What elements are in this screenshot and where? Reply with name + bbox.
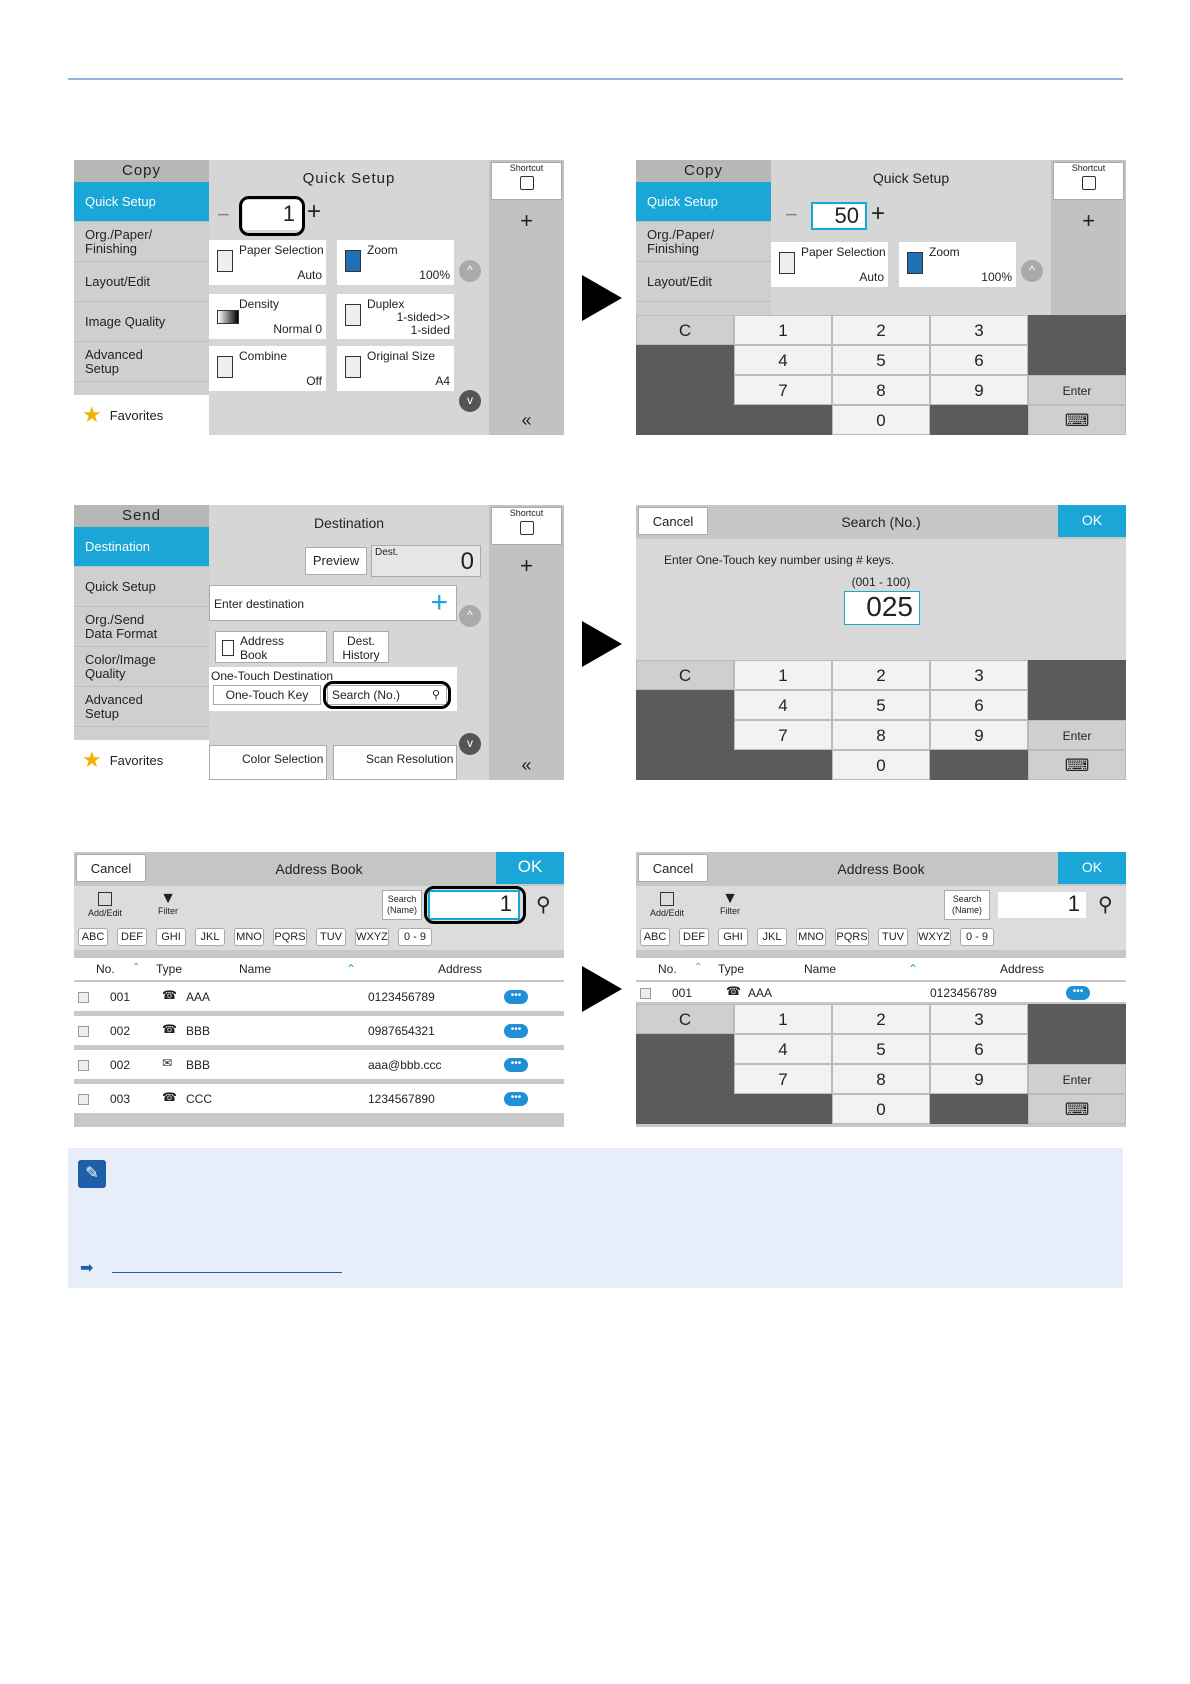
more-icon[interactable]: ••• xyxy=(504,990,528,1004)
numeric-keypad xyxy=(636,315,1126,435)
right-bar xyxy=(1051,160,1126,315)
header-bar xyxy=(636,505,1126,539)
main-area xyxy=(209,160,489,435)
note-icon: ✎ xyxy=(78,1160,106,1188)
search-no-label: Search (No.) xyxy=(332,688,401,702)
row-name: AAA xyxy=(748,986,773,1000)
more-icon[interactable]: ••• xyxy=(1066,986,1090,1000)
tile-zoom[interactable] xyxy=(337,240,454,285)
tile-zoom[interactable] xyxy=(899,242,1016,287)
menu-title: Send xyxy=(74,505,209,527)
key-0[interactable]: 0 xyxy=(832,405,930,435)
shortcut-button[interactable] xyxy=(491,507,562,545)
plus-icon[interactable]: + xyxy=(307,198,322,225)
key-5[interactable]: 5 xyxy=(832,345,930,375)
panel-copy-keypad xyxy=(636,160,1126,435)
menu-item-org-paper[interactable]: Org./Paper/ Finishing xyxy=(636,222,771,262)
tile-paper-selection[interactable] xyxy=(209,240,326,285)
row-address: 1234567890 xyxy=(368,1092,435,1106)
index-tab[interactable]: WXYZ xyxy=(917,928,951,946)
main-title: Quick Setup xyxy=(872,170,950,186)
menu-item-quick-setup[interactable]: Quick Setup xyxy=(74,182,209,222)
favorites-label: Favorites xyxy=(109,752,164,768)
keypad-filler xyxy=(636,690,734,780)
search-name-label: Search (Name) xyxy=(944,890,990,920)
paper-icon xyxy=(779,252,795,274)
tile-value: A4 xyxy=(435,374,450,388)
key-7[interactable]: 7 xyxy=(734,720,832,750)
highlight-oval xyxy=(239,196,305,236)
search-icon: ⚲ xyxy=(431,689,440,701)
col-no[interactable]: No. xyxy=(658,962,677,976)
index-tab[interactable]: MNO xyxy=(234,928,264,946)
header-bar xyxy=(636,852,1126,886)
shortcut-icon xyxy=(1082,176,1096,190)
favorites-button[interactable] xyxy=(74,740,209,780)
menu-title: Copy xyxy=(636,160,771,182)
table-header xyxy=(636,958,1126,980)
copies-input[interactable]: 1 xyxy=(243,200,303,230)
highlight-oval xyxy=(323,681,451,709)
row-checkbox[interactable] xyxy=(78,1094,89,1105)
key-7[interactable]: 7 xyxy=(734,1064,832,1094)
cancel-button[interactable]: Cancel xyxy=(76,854,146,882)
row-no: 002 xyxy=(110,1058,131,1072)
keypad-filler xyxy=(1028,1004,1126,1064)
shortcut-label: Shortcut xyxy=(509,163,544,173)
dialog-title: Address Book xyxy=(837,861,925,877)
key-2[interactable]: 2 xyxy=(832,315,930,345)
tile-original-size[interactable] xyxy=(337,346,454,391)
filter-label: Filter xyxy=(158,906,178,916)
filter-button[interactable] xyxy=(158,892,178,916)
step-arrow-icon xyxy=(582,275,622,321)
shortcut-icon xyxy=(520,521,534,535)
enter-destination-button[interactable] xyxy=(209,585,457,621)
index-tab[interactable]: JKL xyxy=(195,928,225,946)
key-7[interactable]: 7 xyxy=(734,375,832,405)
fax-icon: ☎ xyxy=(162,1090,177,1104)
search-icon[interactable]: ⚲ xyxy=(536,894,551,916)
table-row[interactable] xyxy=(74,982,564,1013)
row-name: BBB xyxy=(186,1024,211,1038)
favorites-button[interactable] xyxy=(74,395,209,435)
keypad-filler xyxy=(930,750,1028,780)
tile-duplex[interactable] xyxy=(337,294,454,339)
key-0[interactable]: 0 xyxy=(832,1094,930,1124)
search-name-input[interactable]: 1 xyxy=(996,890,1088,920)
key-0[interactable]: 0 xyxy=(832,750,930,780)
add-shortcut-icon[interactable]: + xyxy=(1082,208,1095,233)
reference-link[interactable] xyxy=(112,1272,342,1273)
add-shortcut-icon[interactable]: + xyxy=(520,208,533,233)
dialog-title: Address Book xyxy=(275,861,363,877)
plus-icon[interactable]: + xyxy=(871,200,886,227)
keyboard-icon[interactable]: ⌨ xyxy=(1028,750,1126,780)
index-tab[interactable]: WXYZ xyxy=(355,928,389,946)
menu-item-color-image[interactable]: Color/Image Quality xyxy=(74,647,209,687)
row-no: 002 xyxy=(110,1024,131,1038)
index-tab[interactable]: MNO xyxy=(796,928,826,946)
key-6[interactable]: 6 xyxy=(930,690,1028,720)
ok-button[interactable]: OK xyxy=(1058,852,1126,884)
panel-address-book xyxy=(74,852,564,1127)
enter-key[interactable]: Enter xyxy=(1028,720,1126,750)
key-1[interactable]: 1 xyxy=(734,660,832,690)
keypad-filler xyxy=(930,405,1028,435)
dest-label: Dest. xyxy=(375,547,399,558)
row-checkbox[interactable] xyxy=(78,992,89,1003)
row-no: 001 xyxy=(672,986,693,1000)
row-address: 0123456789 xyxy=(930,986,997,1000)
color-selection-label: Color Selection xyxy=(242,752,324,766)
add-edit-label: Add/Edit xyxy=(88,908,123,918)
menu-item-image-quality[interactable]: Image Quality xyxy=(74,302,209,342)
key-4[interactable]: 4 xyxy=(734,1034,832,1064)
keypad-filler xyxy=(1028,660,1126,720)
index-tab[interactable]: GHI xyxy=(718,928,748,946)
tile-label: Paper Selection xyxy=(239,243,324,257)
key-9[interactable]: 9 xyxy=(930,375,1028,405)
row-name: BBB xyxy=(186,1058,211,1072)
reference-arrow-icon: ➡ xyxy=(80,1260,94,1277)
edit-icon xyxy=(98,892,112,906)
menu-item-org-paper[interactable]: Org./Paper/ Finishing xyxy=(74,222,209,262)
tile-value: Normal 0 xyxy=(273,322,322,336)
keypad-filler xyxy=(636,1034,734,1124)
note-box xyxy=(68,1148,1123,1288)
keypad-filler xyxy=(734,750,832,780)
keyboard-icon[interactable]: ⌨ xyxy=(1028,405,1126,435)
col-no[interactable]: No. xyxy=(96,962,115,976)
tile-combine[interactable] xyxy=(209,346,326,391)
search-body xyxy=(636,539,1126,661)
panel-search-no xyxy=(636,505,1126,780)
scroll-up-icon[interactable]: ^ xyxy=(1021,260,1043,282)
keypad-filler xyxy=(1028,315,1126,375)
index-tab[interactable]: 0 - 9 xyxy=(960,928,994,946)
sort-icon: ⌃ xyxy=(132,962,141,973)
index-tab[interactable]: GHI xyxy=(156,928,186,946)
menu-item-layout-edit[interactable]: Layout/Edit xyxy=(74,262,209,302)
shortcut-button[interactable] xyxy=(1053,162,1124,200)
keyboard-icon[interactable]: ⌨ xyxy=(1028,1094,1126,1124)
numeric-keypad xyxy=(636,660,1126,780)
key-2[interactable]: 2 xyxy=(832,660,930,690)
email-icon: ✉ xyxy=(162,1056,173,1070)
dest-history-button[interactable]: Dest. History xyxy=(333,631,389,663)
row-address: 0987654321 xyxy=(368,1024,435,1038)
left-menu xyxy=(74,505,209,780)
fax-icon: ☎ xyxy=(162,988,177,1002)
more-icon[interactable]: ••• xyxy=(504,1058,528,1072)
address-book-button[interactable] xyxy=(215,631,327,663)
row-address: aaa@bbb.ccc xyxy=(368,1058,442,1072)
clear-key[interactable]: C xyxy=(636,660,734,690)
filter-icon: ▼ xyxy=(722,890,738,907)
menu-item-quick-setup[interactable]: Quick Setup xyxy=(74,567,209,607)
preview-button[interactable]: Preview xyxy=(305,547,367,575)
add-edit-button[interactable] xyxy=(650,892,684,918)
table-row[interactable] xyxy=(636,982,1126,1004)
index-tab[interactable]: ABC xyxy=(78,928,108,946)
ok-button[interactable]: OK xyxy=(1058,505,1126,537)
sort-asc-icon: ⌃ xyxy=(346,962,357,976)
address-book-icon xyxy=(222,640,234,656)
combine-icon xyxy=(217,356,233,378)
header-rule xyxy=(68,78,1123,80)
table-row[interactable] xyxy=(74,1050,564,1081)
keypad-filler xyxy=(930,1094,1028,1124)
key-1[interactable]: 1 xyxy=(734,1004,832,1034)
duplex-line1: 1-sided>> xyxy=(396,310,450,324)
search-name-input[interactable]: 1 xyxy=(428,890,520,920)
filter-label: Filter xyxy=(720,906,740,916)
more-icon[interactable]: ••• xyxy=(504,1024,528,1038)
row-no: 001 xyxy=(110,990,131,1004)
duplex-line2: 1-sided xyxy=(410,323,450,337)
main-title: Quick Setup xyxy=(302,170,396,187)
keypad-filler xyxy=(734,1094,832,1124)
cancel-button[interactable]: Cancel xyxy=(638,854,708,882)
key-2[interactable]: 2 xyxy=(832,1004,930,1034)
main-area xyxy=(771,160,1051,315)
numeric-keypad xyxy=(636,1004,1126,1127)
star-icon: ★ xyxy=(82,402,102,427)
menu-item-quick-setup[interactable]: Quick Setup xyxy=(636,182,771,222)
tile-value: 100% xyxy=(981,270,1012,284)
main-title: Destination xyxy=(313,515,385,531)
step-arrow-icon xyxy=(582,621,622,667)
col-type[interactable]: Type xyxy=(156,962,183,976)
menu-item-advanced-setup[interactable]: Advanced Setup xyxy=(74,687,209,727)
key-3[interactable]: 3 xyxy=(930,1004,1028,1034)
row-checkbox[interactable] xyxy=(78,1060,89,1071)
tile-value xyxy=(397,311,450,337)
index-tab[interactable]: DEF xyxy=(117,928,147,946)
row-name: CCC xyxy=(186,1092,212,1106)
index-tab[interactable]: PQRS xyxy=(835,928,869,946)
shortcut-label: Shortcut xyxy=(1071,163,1106,173)
index-tab[interactable]: PQRS xyxy=(273,928,307,946)
col-name[interactable]: Name xyxy=(804,962,837,976)
sort-asc-icon: ⌃ xyxy=(908,962,919,976)
left-menu xyxy=(636,160,771,315)
scroll-up-icon[interactable]: ^ xyxy=(459,605,481,627)
fax-icon: ☎ xyxy=(162,1022,177,1036)
index-tab[interactable]: 0 - 9 xyxy=(398,928,432,946)
menu-title: Copy xyxy=(74,160,209,182)
range-text: (001 - 100) xyxy=(851,575,911,589)
key-9[interactable]: 9 xyxy=(930,1064,1028,1094)
key-8[interactable]: 8 xyxy=(832,1064,930,1094)
one-touch-section xyxy=(209,667,457,711)
key-6[interactable]: 6 xyxy=(930,345,1028,375)
enter-key[interactable]: Enter xyxy=(1028,375,1126,405)
ok-button[interactable]: OK xyxy=(496,852,564,884)
enter-destination-label: Enter destination xyxy=(214,597,305,611)
shortcut-icon xyxy=(520,176,534,190)
table-header xyxy=(74,958,564,980)
step-arrow-icon xyxy=(582,966,622,1012)
zoom-icon xyxy=(907,252,923,274)
scroll-down-icon[interactable]: v xyxy=(459,733,481,755)
tile-value: Auto xyxy=(297,268,322,282)
add-edit-label: Add/Edit xyxy=(650,908,685,918)
paper-icon xyxy=(217,250,233,272)
key-8[interactable]: 8 xyxy=(832,375,930,405)
add-shortcut-icon[interactable]: + xyxy=(520,553,533,578)
sort-icon: ⌃ xyxy=(694,962,703,973)
index-tab[interactable]: TUV xyxy=(316,928,346,946)
menu-item-org-send[interactable]: Org./Send Data Format xyxy=(74,607,209,647)
add-icon: + xyxy=(430,586,448,619)
minus-icon[interactable]: − xyxy=(217,202,230,227)
duplex-icon xyxy=(345,304,361,326)
search-name-label: Search (Name) xyxy=(382,890,422,920)
header-bar xyxy=(74,852,564,886)
color-selection-button[interactable] xyxy=(209,745,327,780)
key-6[interactable]: 6 xyxy=(930,1034,1028,1064)
keypad-filler xyxy=(636,345,734,435)
add-edit-button[interactable] xyxy=(88,892,122,918)
instruction-text: Enter One-Touch key number using # keys. xyxy=(664,553,895,567)
row-address: 0123456789 xyxy=(368,990,435,1004)
one-touch-key-button[interactable]: One-Touch Key xyxy=(213,685,321,705)
menu-item-layout-edit[interactable]: Layout/Edit xyxy=(636,262,771,302)
index-tab[interactable]: DEF xyxy=(679,928,709,946)
tile-value: 100% xyxy=(419,268,450,282)
col-name[interactable]: Name xyxy=(239,962,272,976)
dest-count xyxy=(371,545,481,577)
search-icon[interactable]: ⚲ xyxy=(1098,894,1113,916)
tile-paper-selection[interactable] xyxy=(771,242,888,287)
tile-label: Paper Selection xyxy=(801,245,886,259)
right-bar xyxy=(489,505,564,780)
dialog-title: Search (No.) xyxy=(841,514,921,530)
row-no: 003 xyxy=(110,1092,131,1106)
clear-key[interactable]: C xyxy=(636,315,734,345)
panel-send-destination xyxy=(74,505,564,780)
menu-item-advanced-setup[interactable]: Advanced Setup xyxy=(74,342,209,382)
key-3[interactable]: 3 xyxy=(930,660,1028,690)
edit-icon xyxy=(660,892,674,906)
key-1[interactable]: 1 xyxy=(734,315,832,345)
table-row[interactable] xyxy=(74,1016,564,1047)
tile-label: Density xyxy=(239,297,280,311)
highlight-oval xyxy=(424,886,526,924)
tile-value: Auto xyxy=(859,270,884,284)
scroll-down-icon[interactable]: v xyxy=(459,390,481,412)
col-type[interactable]: Type xyxy=(718,962,745,976)
tile-label: Duplex xyxy=(367,297,405,311)
number-input[interactable]: 025 xyxy=(844,591,920,625)
shortcut-label: Shortcut xyxy=(509,508,544,518)
right-bar xyxy=(489,160,564,435)
fax-icon: ☎ xyxy=(726,984,741,998)
collapse-icon[interactable]: « xyxy=(521,755,532,775)
key-4[interactable]: 4 xyxy=(734,345,832,375)
col-address[interactable]: Address xyxy=(1000,962,1045,976)
key-3[interactable]: 3 xyxy=(930,315,1028,345)
density-icon xyxy=(217,310,239,324)
scroll-up-icon[interactable]: ^ xyxy=(459,260,481,282)
copies-input[interactable]: 50 xyxy=(811,202,867,230)
panel-copy-quick-setup xyxy=(74,160,564,435)
star-icon: ★ xyxy=(82,747,102,772)
tile-value: Off xyxy=(306,374,322,388)
filter-icon: ▼ xyxy=(160,890,176,907)
tile-density[interactable] xyxy=(209,294,326,339)
scan-resolution-label: Scan Resolution xyxy=(366,752,454,766)
menu-item-destination[interactable]: Destination xyxy=(74,527,209,567)
key-8[interactable]: 8 xyxy=(832,720,930,750)
shortcut-button[interactable] xyxy=(491,162,562,200)
one-touch-dest-label: One-Touch Destination xyxy=(211,669,334,683)
tile-label: Zoom xyxy=(929,245,960,259)
tile-label: Original Size xyxy=(367,349,436,363)
tile-label: Combine xyxy=(239,349,288,363)
more-icon[interactable]: ••• xyxy=(504,1092,528,1106)
row-checkbox[interactable] xyxy=(640,988,651,999)
zoom-icon xyxy=(345,250,361,272)
address-book-label: Address Book xyxy=(240,634,285,662)
tile-label: Zoom xyxy=(367,243,398,257)
scan-resolution-button[interactable] xyxy=(333,745,457,780)
index-tab[interactable]: TUV xyxy=(878,928,908,946)
table-row[interactable] xyxy=(74,1084,564,1115)
key-5[interactable]: 5 xyxy=(832,1034,930,1064)
collapse-icon[interactable]: « xyxy=(521,410,532,430)
dest-value: 0 xyxy=(460,548,474,575)
key-4[interactable]: 4 xyxy=(734,690,832,720)
row-name: AAA xyxy=(186,990,211,1004)
enter-key[interactable]: Enter xyxy=(1028,1064,1126,1094)
clear-key[interactable]: C xyxy=(636,1004,734,1034)
favorites-label: Favorites xyxy=(109,407,164,423)
original-size-icon xyxy=(345,356,361,378)
index-tab[interactable]: JKL xyxy=(757,928,787,946)
panel-address-book-keypad xyxy=(636,852,1126,1127)
key-5[interactable]: 5 xyxy=(832,690,930,720)
left-menu xyxy=(74,160,209,435)
cancel-button[interactable]: Cancel xyxy=(638,507,708,535)
filter-button[interactable] xyxy=(720,892,740,916)
keypad-filler xyxy=(734,405,832,435)
minus-icon[interactable]: − xyxy=(785,202,798,227)
index-tab[interactable]: ABC xyxy=(640,928,670,946)
main-area xyxy=(209,505,489,780)
col-address[interactable]: Address xyxy=(438,962,483,976)
row-checkbox[interactable] xyxy=(78,1026,89,1037)
key-9[interactable]: 9 xyxy=(930,720,1028,750)
